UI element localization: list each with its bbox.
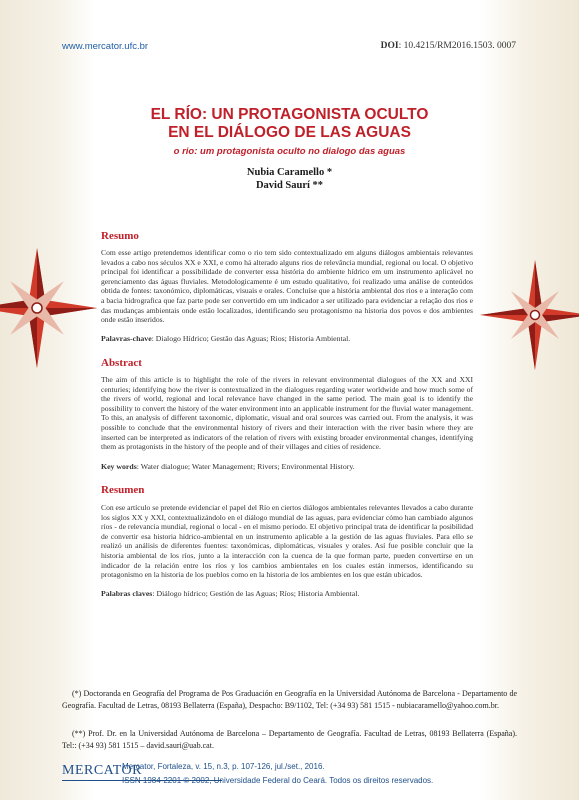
resumen-heading: Resumen (101, 484, 145, 496)
article-title-line-1: EL RÍO: UN PROTAGONISTA OCULTO (150, 106, 429, 123)
doi-value: : 10.4215/RM2016.1503. 0007 (398, 41, 516, 51)
compass-rose-left (0, 243, 102, 373)
resumo-heading: Resumo (101, 230, 139, 242)
resumen-keywords-label: Palabras claves (101, 589, 153, 598)
footer-citation: Mercator, Fortaleza, v. 15, n.3, p. 107-126, jul./set., 2016. (122, 762, 325, 771)
author-2: David Saurí ** (255, 180, 324, 191)
author-1: Nubia Caramello * (246, 167, 333, 178)
footnote-2: (**) Prof. Dr. en la Universidad Autónoma de Barcelona – Departamento de Geografía. Facultad de Letras, 08193 Bellaterra (España). Tel:: (+34 93) 581 1515 – david.sauri@uab.cat. (62, 729, 517, 750)
mercator-logo: MERCATOR (62, 763, 142, 778)
resumen-keywords (101, 589, 473, 598)
footnote-1: (*) Doctoranda en Geografía del Programa de Pos Graduación en Geografía en la Universidad Autónoma de Barcelona - Departamento de Geografía. Facultad de Letras, 08193 Bellaterra (España), Despacho: B9/1102, Tel: (+34 93) 581 1515 - nubiacaramello@yahoo.com.br. (62, 689, 517, 710)
resumen-text: Con ese artículo se pretende evidenciar el papel del Río en ciertos diálogos ambientales relevantes llevados a cabo durante los siglos XX y XXI, contextualizándolo en el diálogo mundial de las aguas, para evidenciar cómo han cambiado algunos ríos - de relevancia mundial, regional o local - en el mismo periodo. El objetivo principal trata de identificar la posibilidad de convertir esa historia hídrico-ambiental en un instrumento aplicable a la gestión de las aguas fluviales. Para ello se realizó un análisis de diferentes fuentes: taxonómicas, diplomáticas, visuales y orales. Así fue posible concluir que la historia ambiental de los ríos, junto a la interacción con la cuenca de la que forman parte, pueden convertirse en un indicador de la relación entre los ríos y los cambios ambientales en los cuales están inmersos, identificando su protagonismo en la historia de los pueblos como en la historia de los ambientes en los que están ubicados. (101, 503, 473, 580)
abstract-text: The aim of this article is to highlight the role of the rivers in relevant environmental dialogues of the XX and XXI centuries; identifying how the river is contextualized in the dialogues regarding water worldwide and how much some of the rivers of world, regional and local relevance have changed in the same period. The main goal is to identify the possibility to convert the history of the water environment into an applicable instrument for the fluvial water management. To this, an analysis of different taxonomic, diplomatic, visual and oral sources was carried out. From the analysis, it was possible to conclude that the environmental history of rivers and their interaction with the river basin where they are inserted can be interpreted as indicators of the relation of rivers with existing broader environmental changes, identifying them as protagonists in the history of the people and of their villages and cities of residence. (101, 375, 473, 452)
article-subtitle: o rio: um protagonista oculto no dialogo das aguas (173, 146, 406, 157)
abstract-keywords (101, 462, 473, 471)
doi-reference (381, 41, 516, 51)
resumo-text: Com esse artigo pretendemos identificar como o rio tem sido contextualizado em alguns diálogos ambientais relevantes levados a cabo nos séculos XX e XXI, e como há alterado alguns rios de relevância mundial, regional ou local. O objetivo principal foi identificar a possibilidade de converter essa história do ambiente hídrico em um instrumento aplicável no gerenciamento das águas fluviales. Metodologicamente é um estudo qualitativo, foi realizado uma análise de conteúdos obtida de fontes: taxonómico, diplomáticas, visuais e orales. Concluíse que a história ambiental dos rios e a interação com a bacia hidrografica que faz parte pode ser convertido em um indicador a ser utilizado para evidenciar a relação dos rios e das mudanças ambientais onde estão localizados, identificando seu protagonismo na historia dos povos e dos ambientes onde estão inseridos. (101, 248, 473, 325)
journal-url-link[interactable]: www.mercator.ufc.br (62, 41, 149, 52)
resumo-keywords (101, 334, 473, 343)
abstract-keywords-label: Key words (101, 462, 137, 471)
footer-issn: ISSN 1984-2201 © 2002, Universidade Federal do Ceará. Todos os direitos reservados. (122, 776, 434, 785)
resumo-keywords-text: : Dialogo Hídrico; Gestão das Aguas; Rios; Historia Ambiental. (151, 334, 351, 343)
resumo-keywords-label: Palavras-chave (101, 334, 152, 343)
resumen-keywords-text: : Diálogo hídrico; Gestión de las Aguas; Ríos; Historia Ambiental. (152, 589, 360, 598)
abstract-keywords-text: : Water dialogue; Water Management; Rivers; Environmental History. (136, 462, 355, 471)
abstract-heading: Abstract (101, 357, 142, 369)
doi-label: DOI (380, 41, 399, 51)
compass-rose-right (475, 255, 579, 375)
article-title-line-2: EN EL DIÁLOGO DE LAS AGUAS (168, 124, 411, 141)
